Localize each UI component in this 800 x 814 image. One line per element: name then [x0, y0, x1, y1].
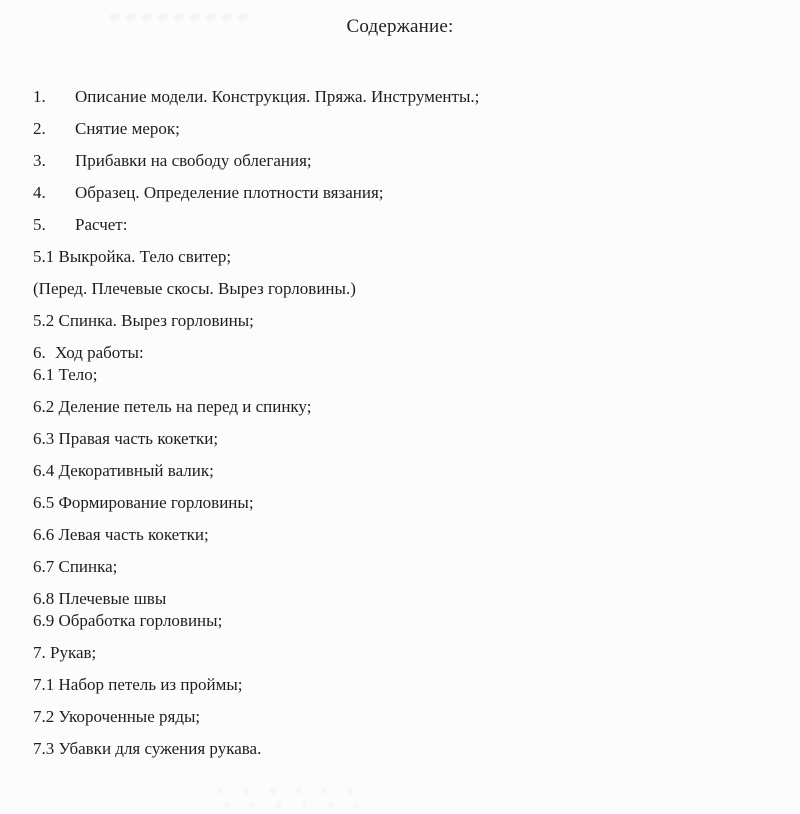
toc-entry-text: 7.1 Набор петель из проймы;	[33, 675, 243, 694]
toc-entry	[33, 118, 800, 140]
cropped-text-artifact-bottom	[218, 788, 358, 810]
toc-entry	[33, 278, 800, 300]
toc-entry	[33, 214, 800, 236]
toc-entry	[33, 706, 800, 728]
toc-entry-number: 2.	[33, 119, 46, 138]
toc-entry	[33, 674, 800, 696]
toc-entry	[33, 246, 800, 268]
toc-entry-text: 6.9 Обработка горловины;	[33, 611, 223, 630]
toc-entry	[33, 588, 800, 610]
toc-entry	[33, 364, 800, 386]
toc-entry-text: 7. Рукав;	[33, 643, 97, 662]
toc-entry-text: 7.2 Укороченные ряды;	[33, 707, 201, 726]
toc-entry	[33, 182, 800, 204]
toc-entry	[33, 428, 800, 450]
document-page	[0, 14, 800, 814]
toc-entry-text: 6.7 Спинка;	[33, 557, 118, 576]
toc-entry-text: 6.8 Плечевые швы	[33, 589, 167, 608]
toc-entry	[33, 642, 800, 664]
toc-entry	[33, 150, 800, 172]
page-title: Содержание:	[346, 16, 454, 37]
toc-entry-text: 7.3 Убавки для сужения рукава.	[33, 739, 262, 758]
toc-entry-number: 4.	[33, 183, 46, 202]
toc-entry-text: 6.1 Тело;	[33, 365, 98, 384]
toc-entry-text: 6.2 Деление петель на перед и спинку;	[33, 397, 312, 416]
toc-entry	[33, 610, 800, 632]
toc-entry-text: Снятие мерок;	[75, 119, 180, 138]
toc-entry	[33, 310, 800, 332]
toc-entry	[33, 342, 800, 364]
toc-entry-number: 1.	[33, 87, 46, 106]
toc-entry-text: Образец. Определение плотности вязания;	[75, 183, 384, 202]
toc-entry-text: 6.5 Формирование горловины;	[33, 493, 254, 512]
toc-entry	[33, 86, 800, 108]
toc-entry-number: 3.	[33, 151, 46, 170]
toc-entry	[33, 460, 800, 482]
toc-entry	[33, 556, 800, 578]
table-of-contents	[0, 86, 800, 760]
toc-entry-text: 6.3 Правая часть кокетки;	[33, 429, 219, 448]
toc-entry	[33, 524, 800, 546]
toc-entry-text: Прибавки на свободу облегания;	[75, 151, 312, 170]
toc-entry-text: (Перед. Плечевые скосы. Вырез горловины.)	[33, 279, 356, 298]
toc-entry-text: Ход работы:	[55, 343, 144, 362]
toc-entry-text: Описание модели. Конструкция. Пряжа. Инструменты.;	[75, 87, 480, 106]
toc-entry-text: Расчет:	[75, 215, 128, 234]
toc-entry	[33, 738, 800, 760]
toc-entry-number: 6.	[33, 343, 46, 362]
toc-entry	[33, 396, 800, 418]
toc-entry-text: 5.2 Спинка. Вырез горловины;	[33, 311, 254, 330]
toc-entry-text: 5.1 Выкройка. Тело свитер;	[33, 247, 232, 266]
toc-entry-text: 6.6 Левая часть кокетки;	[33, 525, 209, 544]
toc-entry-text: 6.4 Декоративный валик;	[33, 461, 214, 480]
toc-entry-number: 5.	[33, 215, 46, 234]
toc-entry	[33, 492, 800, 514]
